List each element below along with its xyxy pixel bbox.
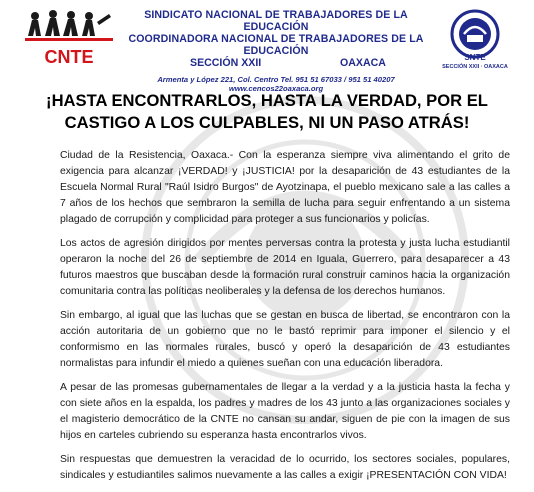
letterhead	[0, 0, 534, 93]
svg-text:SECCIÓN XXII · OAXACA: SECCIÓN XXII · OAXACA	[442, 64, 508, 70]
paragraph: Sin respuestas que demuestren la veracidad de lo ocurrido, los sectores sociales, populares, sindicales y estudiantiles salimos nuevamente a las calles a exigir ¡PRESENTACIÓN CON VIDA!	[60, 454, 510, 481]
snte-seal-icon	[440, 8, 510, 70]
cnte-logo-icon	[23, 8, 115, 70]
website: www.cencos22oaxaca.org	[228, 84, 324, 93]
headline: ¡HASTA ENCONTRARLOS, HASTA LA VERDAD, POR EL CASTIGO A LOS CULPABLES, NI UN PASO ATRÁS!	[46, 91, 488, 132]
state-name: OAXACA	[340, 57, 386, 69]
snte-logo-text: SNTE	[464, 53, 486, 62]
section-name: SECCIÓN XXII	[190, 57, 262, 69]
paragraph: A pesar de las promesas gubernamentales de llegar a la verdad y a la justicia hasta la fecha y con siete años en la espalda, los padres y madres de los 43 junto a las organizaciones sociales y el magisterio democrático de la CNTE no cansan su andar, siguen de pie con la imagen de sus hijos en carteles cubriendo su esperanza hasta encontrarlos vivos.	[60, 382, 510, 441]
cnte-logo-text: CNTE	[44, 47, 94, 67]
address: Armenta y López 221, Col. Centro Tel. 951 51 67033 / 951 51 40207	[157, 75, 395, 84]
paragraph: Ciudad de la Resistencia, Oaxaca.- Con la esperanza siempre viva alimentando el grito de exigencia para alcanzar ¡VERDAD! y ¡JUSTICIA! por la desaparición de 43 estudiantes de la Escuela Normal Rural "Raúl Isidro Burgos" de Ayotzinapa, el pueblo mexicano sale a las calles a 7 años de los hechos que sembraron la semilla de lucha para seguir enfrentando a un sistema plagado de corrupción y complicidad para proteger a sus funcionarios y policías.	[60, 150, 510, 225]
coordinator-name: COORDINADORA NACIONAL DE TRABAJADORES DE LA EDUCACIÓN	[128, 33, 424, 57]
paragraph: Los actos de agresión dirigidos por mentes perversas contra la protesta y justa lucha estudiantil operaron la noche del 26 de septiembre de 2014 en Iguala, Guerrero, para desaparecer a 43 futuros maestros que buscaban desde la formación rural construir caminos hacia la organización comunitaria contra las políticas neoliberales y la defensa de los derechos humanos.	[60, 238, 510, 297]
paragraph: Sin embargo, al igual que las luchas que se gestan en busca de libertad, se encontraron con la acción autoritaria de un gobierno que no le bastó reprimir para imponer el silencio y el conformismo en las normales rurales, buscó y operó la desaparición de 43 estudiantes normalistas para infundir el miedo a quienes sueñan con una educación liberadora.	[60, 310, 510, 369]
union-name: SINDICATO NACIONAL DE TRABAJADORES DE LA EDUCACIÓN	[144, 9, 408, 33]
document-body	[60, 148, 510, 492]
